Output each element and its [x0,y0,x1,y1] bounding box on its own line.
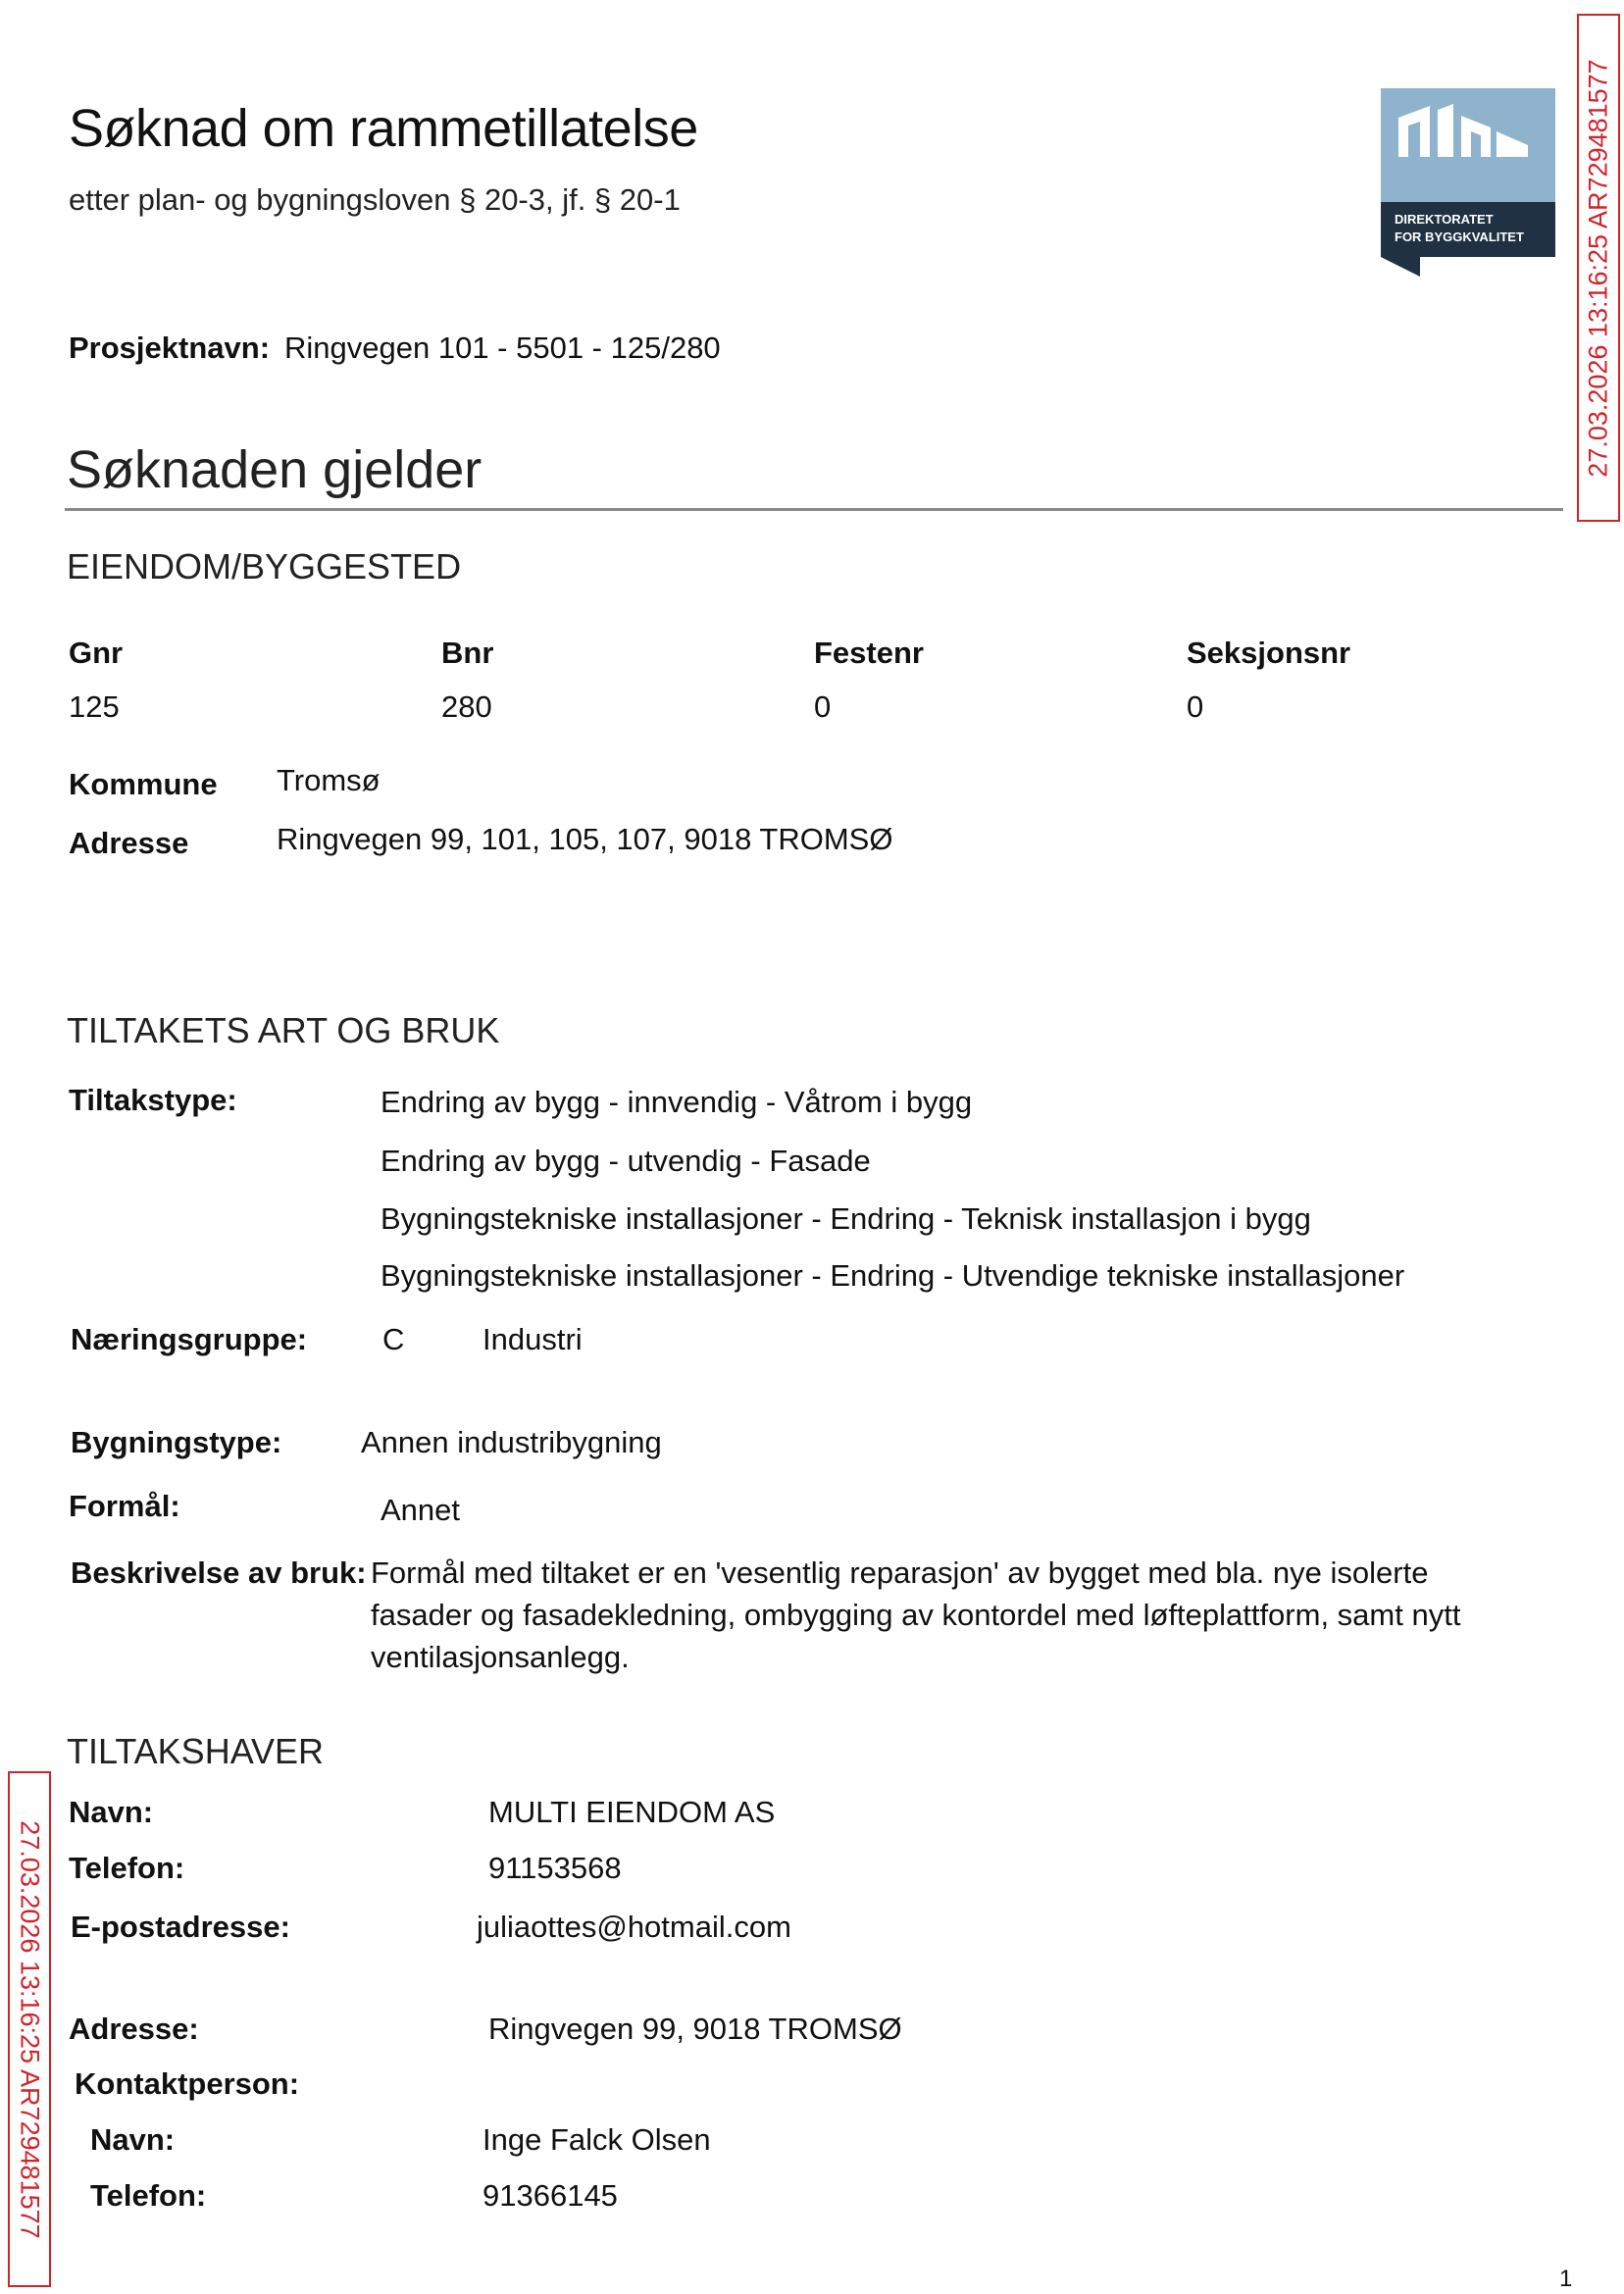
festenr-value: 0 [814,689,832,724]
purpose-label: Formål: [69,1489,180,1523]
measure-type-item: Bygningstekniske installasjoner - Endring - Teknisk installasjon i bygg [381,1201,1311,1236]
owner-address-value: Ringvegen 99, 9018 TROMSØ [488,2012,902,2046]
document-title: Søknad om rammetillatelse [69,99,698,158]
bnr-column-header: Bnr [441,636,494,670]
logo-text-line2: FOR BYGGKVALITET [1395,229,1524,244]
contact-phone-value: 91366145 [482,2178,618,2213]
festenr-column-header: Festenr [814,636,924,670]
contact-name-value: Inge Falck Olsen [482,2122,711,2157]
logo-text-line1: DIREKTORATET [1395,212,1494,227]
building-type-value: Annen industribygning [361,1425,662,1459]
industry-group-label: Næringsgruppe: [71,1322,308,1356]
measure-type-item: Bygningstekniske installasjoner - Endring - Utvendige tekniske installasjoner [381,1258,1405,1293]
applies-heading: Søknaden gjelder [67,440,482,499]
owner-email-label: E-postadresse: [71,1910,290,1944]
stamp-text: 27.03.2026 13:16:25 AR729481577 [1583,58,1613,478]
industry-group-name: Industri [482,1322,583,1356]
address-label: Adresse [69,826,189,860]
owner-phone-label: Telefon: [69,1851,185,1885]
municipality-label: Kommune [69,767,218,801]
industry-group-code: C [382,1322,405,1356]
owner-email-link[interactable]: juliaottes@hotmail.com [477,1910,791,1944]
project-name-value: Ringvegen 101 - 5501 - 125/280 [284,331,721,365]
dibk-logo [1381,88,1555,277]
measure-type-item: Endring av bygg - utvendig - Fasade [381,1144,871,1178]
owner-phone-value: 91153568 [488,1851,622,1885]
owner-name-value: MULTI EIENDOM AS [488,1795,776,1829]
page-number: 1 [1559,2266,1573,2292]
owner-name-label: Navn: [69,1795,154,1829]
usage-description-value: Formål med tiltaket er en 'vesentlig reparasjon' av bygget med bla. nye isolerte fasader og fasadekledning, ombygging av kontordel med løfteplattform, samt nytt ventilasjonsanlegg. [371,1555,1461,1674]
measure-type-item: Endring av bygg - innvendig - Våtrom i bygg [381,1085,973,1119]
stamp-text: 27.03.2026 13:16:25 AR729481577 [15,1819,45,2239]
address-value: Ringvegen 99, 101, 105, 107, 9018 TROMSØ [277,822,893,856]
gnr-value: 125 [69,689,120,724]
timestamp-stamp-top [1577,14,1620,522]
contact-phone-label: Telefon: [90,2178,207,2213]
usage-description-label: Beskrivelse av bruk: [71,1555,367,1590]
owner-address-label: Adresse: [69,2012,199,2046]
building-type-label: Bygningstype: [71,1425,282,1459]
document-subtitle: etter plan- og bygningsloven § 20-3, jf. § 20-1 [69,182,681,217]
owner-section-heading: TILTAKSHAVER [67,1731,325,1771]
heading-divider [65,508,1563,511]
purpose-value: Annet [381,1493,461,1527]
measure-section-heading: TILTAKETS ART OG BRUK [67,1010,500,1050]
gnr-column-header: Gnr [69,636,124,670]
property-section-heading: EIENDOM/BYGGESTED [67,546,462,586]
project-name-label: Prosjektnavn: [69,331,271,365]
timestamp-stamp-left [8,1771,51,2287]
seksjonsnr-value: 0 [1187,689,1204,724]
bnr-value: 280 [441,689,492,724]
measure-type-label: Tiltakstype: [69,1083,237,1117]
contact-name-label: Navn: [90,2122,176,2157]
contact-person-label: Kontaktperson: [75,2066,300,2101]
seksjonsnr-column-header: Seksjonsnr [1187,636,1351,670]
municipality-value: Tromsø [277,763,381,797]
